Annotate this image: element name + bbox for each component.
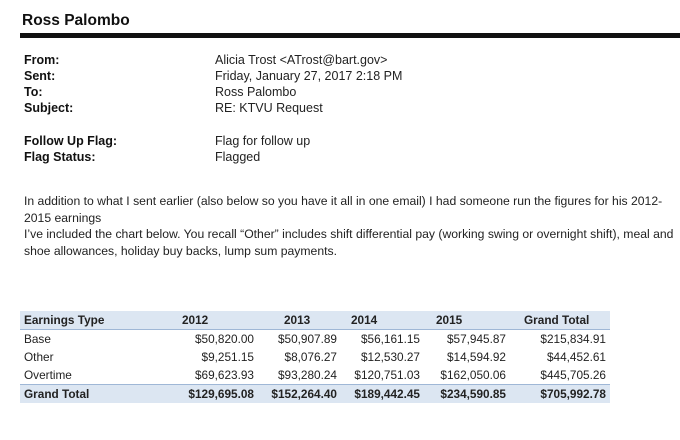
subject-value: RE: KTVU Request (215, 101, 323, 115)
row-label-other: Other (24, 350, 54, 364)
follow-up-flag-label: Follow Up Flag: (24, 134, 118, 148)
table-cell: $120,751.03 (354, 368, 420, 382)
table-row (20, 330, 610, 349)
table-row (20, 348, 610, 366)
grand-total-row (20, 385, 610, 404)
row-label-overtime: Overtime (24, 368, 72, 382)
table-cell: $234,590.85 (424, 385, 510, 404)
subject-label: Subject: (24, 101, 74, 115)
header-divider (20, 33, 680, 38)
follow-up-flag-value: Flag for follow up (215, 134, 311, 148)
table-cell: $69,623.93 (194, 368, 254, 382)
flag-status-value: Flagged (215, 150, 261, 164)
from-label: From: (24, 53, 60, 67)
table-cell: $705,992.78 (510, 385, 610, 404)
sent-label: Sent: (24, 69, 56, 83)
column-header-2015: 2015 (424, 311, 510, 330)
table-cell: $445,705.26 (540, 368, 606, 382)
table-cell: $12,530.27 (360, 350, 420, 364)
table-cell: $9,251.15 (201, 350, 254, 364)
table-cell: $57,945.87 (446, 332, 506, 346)
to-label: To: (24, 85, 43, 99)
sent-value: Friday, January 27, 2017 2:18 PM (215, 69, 403, 83)
table-cell: $50,907.89 (277, 332, 337, 346)
to-value[interactable]: Ross Palombo (215, 85, 297, 99)
table-cell: $152,264.40 (258, 385, 341, 404)
table-cell: $14,594.92 (446, 350, 506, 364)
column-header-2012: 2012 (140, 311, 258, 330)
table-cell: $215,834.91 (540, 332, 606, 346)
row-label-grand-total: Grand Total (20, 385, 140, 404)
table-cell: $8,076.27 (284, 350, 337, 364)
body-paragraph-2: I’ve included the chart below. You recall “Other” includes shift differential pay (working swing or overnight shift), meal and shoe allowances, holiday buy backs, lump sum payments. (24, 227, 674, 258)
table-header-row (20, 311, 610, 330)
table-cell: $129,695.08 (140, 385, 258, 404)
column-header-2013: 2013 (258, 311, 341, 330)
column-header-2014: 2014 (341, 311, 424, 330)
from-value[interactable]: Alicia Trost <ATrost@bart.gov> (215, 53, 388, 67)
earnings-table (20, 311, 610, 403)
table-cell: $50,820.00 (194, 332, 254, 346)
email-body (24, 193, 674, 259)
table-row (20, 366, 610, 385)
row-label-base: Base (24, 332, 51, 346)
table-cell: $93,280.24 (277, 368, 337, 382)
table-cell: $162,050.06 (440, 368, 506, 382)
table-cell: $56,161.15 (360, 332, 420, 346)
column-header-earnings-type: Earnings Type (20, 311, 140, 330)
flag-status-label: Flag Status: (24, 150, 96, 164)
table-cell: $44,452.61 (546, 350, 606, 364)
body-paragraph-1: In addition to what I sent earlier (also below so you have it all in one email) I had someone run the figures for his 2012-2015 earnings (24, 194, 663, 225)
column-header-grand-total: Grand Total (510, 311, 610, 330)
table-cell: $189,442.45 (341, 385, 424, 404)
email-owner-name: Ross Palombo (22, 12, 130, 29)
